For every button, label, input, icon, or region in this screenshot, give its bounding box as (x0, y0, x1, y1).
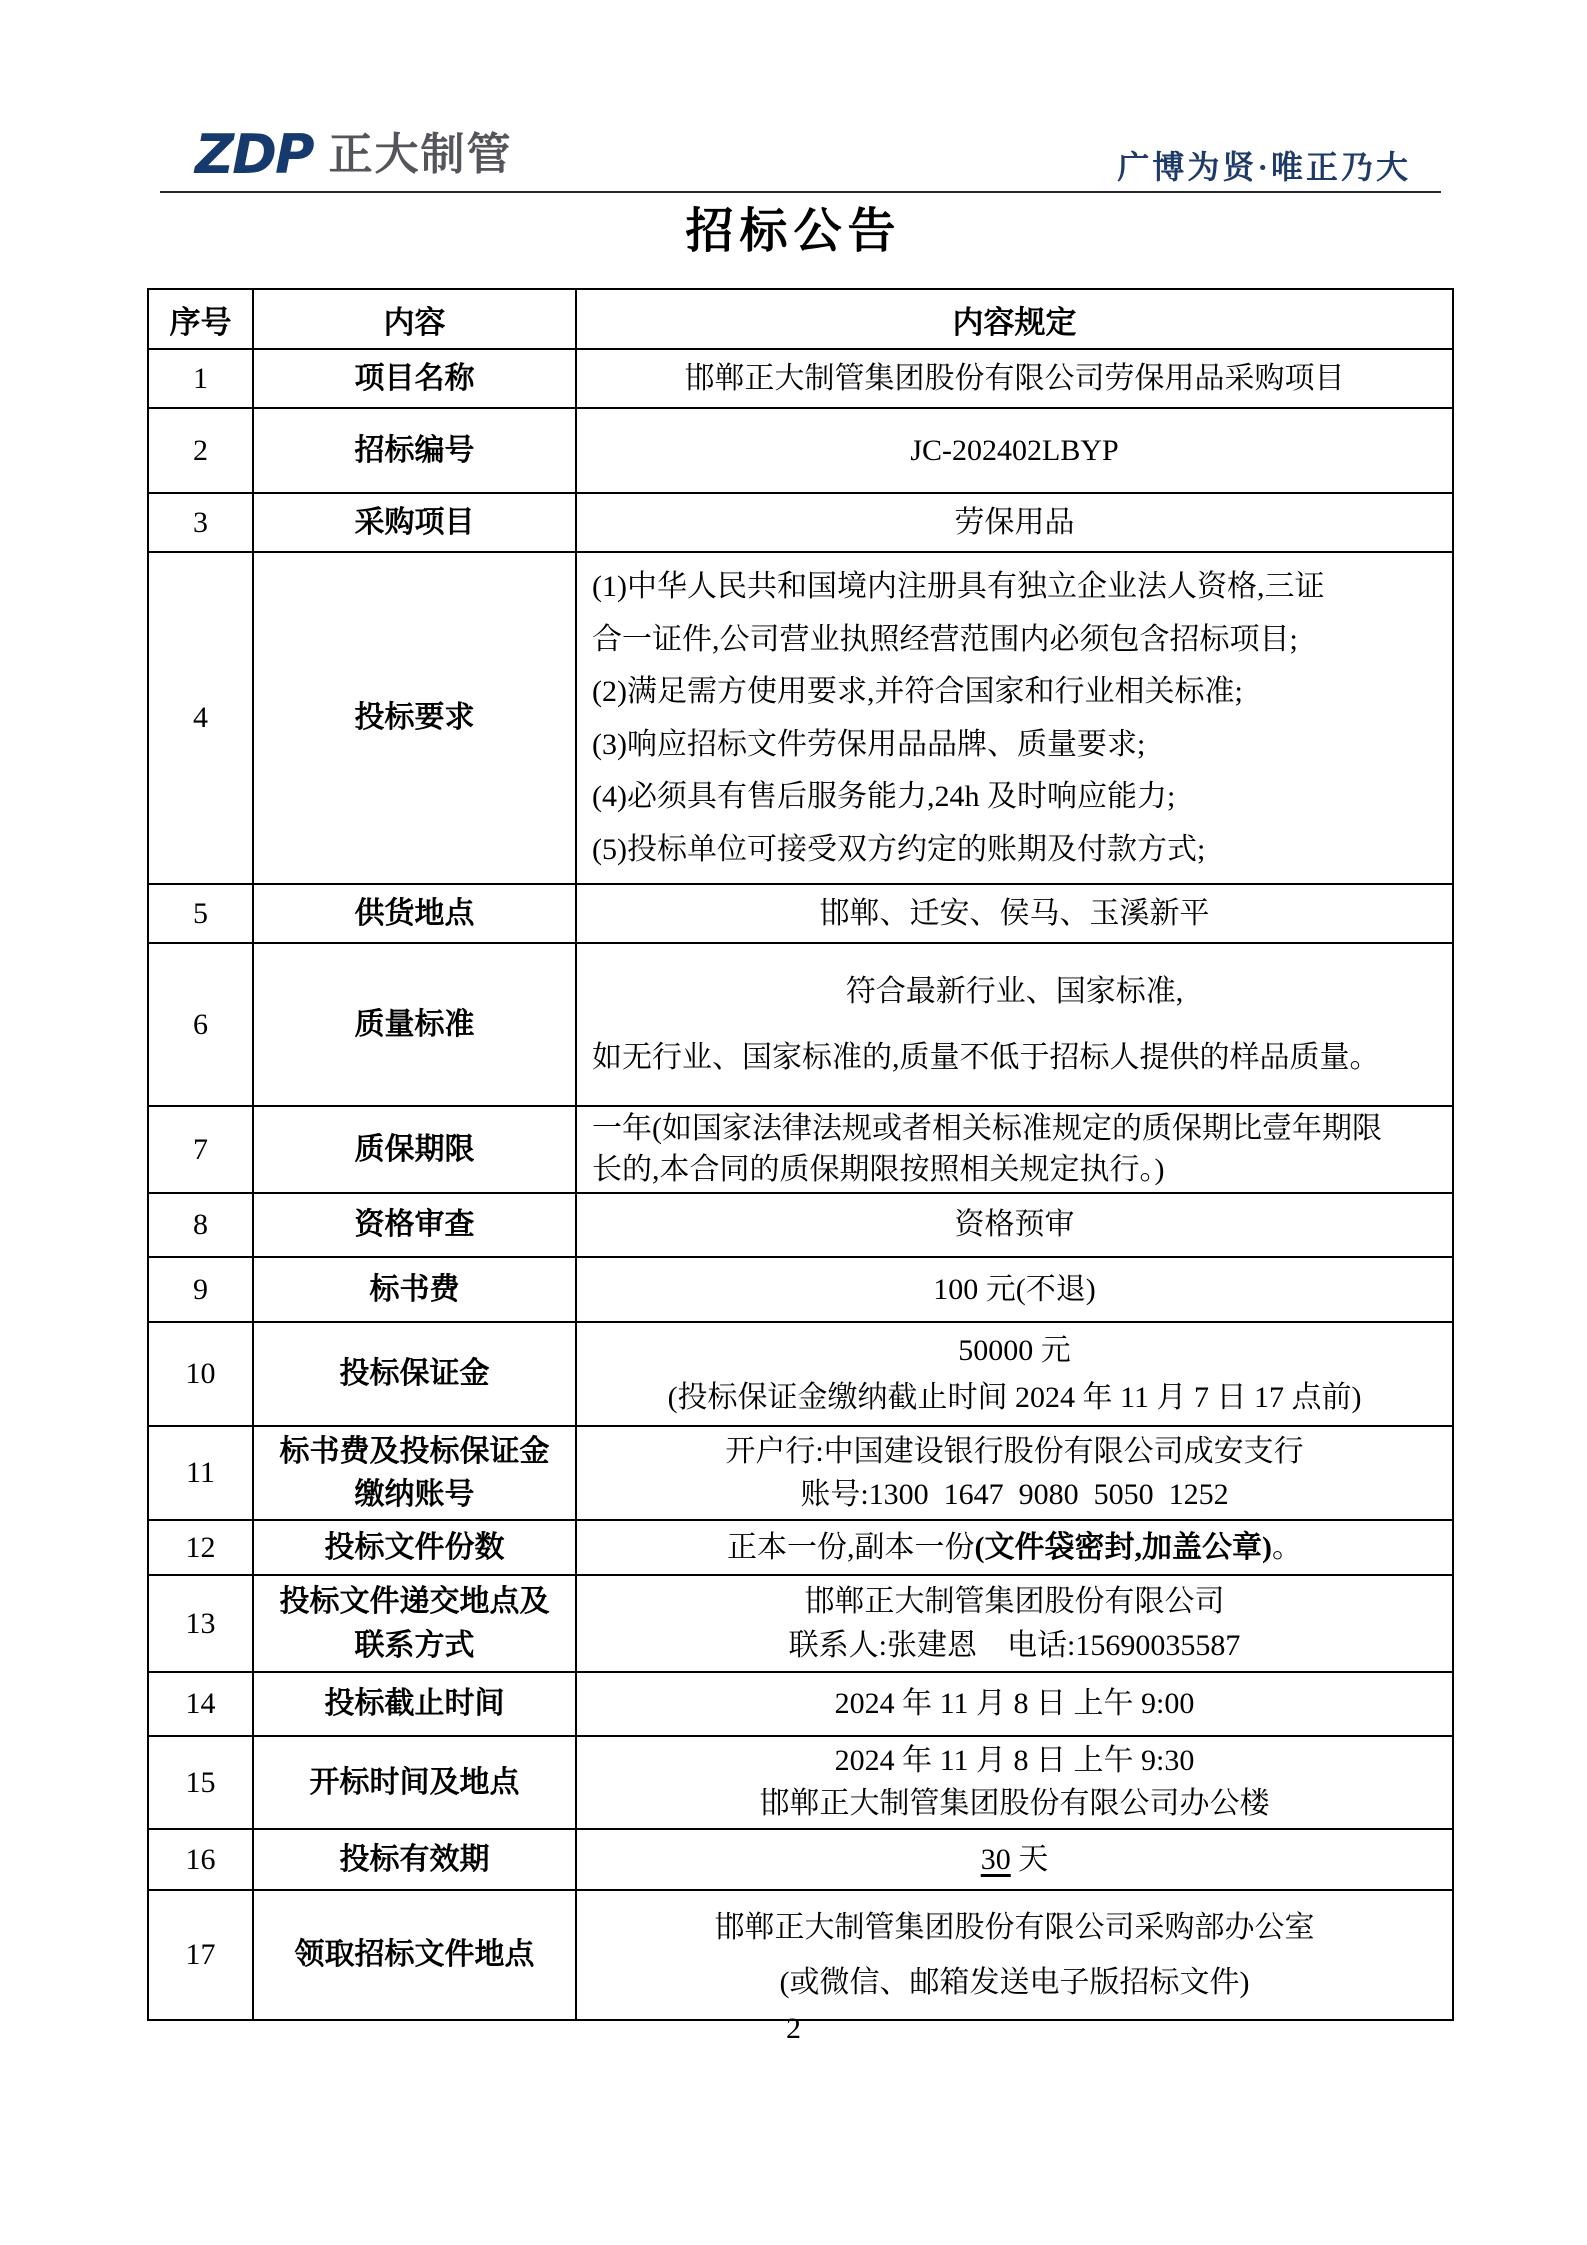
row-label-line: 质保期限 (354, 1132, 475, 1166)
content-segment: 邯郸正大制管集团股份有限公司办公楼 (759, 1787, 1270, 1821)
row-content-lines (577, 1194, 1452, 1256)
row-label-cell (253, 1106, 576, 1193)
row-number-cell: 1 (148, 349, 253, 408)
content-segment: 50000 元 (958, 1334, 1071, 1367)
table-row (148, 1322, 1453, 1426)
row-number-cell: 16 (148, 1829, 253, 1890)
row-content-lines (577, 1891, 1452, 2019)
content-segment: 资格预审 (954, 1208, 1075, 1242)
row-label-lines (254, 1891, 575, 2019)
row-label-line: 投标文件递交地点及 (279, 1584, 550, 1618)
content-segment: 2024 年 11 月 8 日 上午 9:00 (834, 1687, 1195, 1721)
table-row (148, 1520, 1453, 1575)
content-segment: 2024 年 11 月 8 日 上午 9:30 (834, 1744, 1195, 1778)
content-line (577, 831, 1452, 869)
row-number-cell: 12 (148, 1520, 253, 1575)
content-line (577, 568, 1452, 606)
content-line (577, 726, 1452, 764)
row-content-cell (576, 943, 1453, 1106)
content-segment: 正本一份,副本一份 (727, 1530, 975, 1564)
row-label-lines (254, 944, 575, 1105)
table-row (148, 1672, 1453, 1736)
row-content-cell (576, 1426, 1453, 1520)
content-line (577, 895, 1452, 933)
table-row (148, 1426, 1453, 1520)
row-label-lines (254, 494, 575, 551)
content-line (577, 1039, 1452, 1077)
row-content-lines (577, 1427, 1452, 1519)
content-segment: (4)必须具有售后服务能力,24h 及时响应能力; (592, 780, 1176, 813)
table-row (148, 1575, 1453, 1672)
content-segment: (1)中华人民共和国境内注册具有独立企业法人资格,三证 (592, 570, 1325, 603)
row-label-lines (254, 1737, 575, 1828)
row-label-line: 投标截止时间 (324, 1687, 505, 1721)
content-segment: 30 (980, 1842, 1011, 1876)
table-row (148, 493, 1453, 552)
row-label-line: 标书费及投标保证金 (279, 1434, 550, 1468)
content-segment: 邯郸、迁安、侯马、玉溪新平 (819, 896, 1210, 930)
content-line (577, 1151, 1452, 1189)
content-line (577, 1583, 1452, 1621)
table-row (148, 552, 1453, 884)
row-content-lines (577, 1737, 1452, 1828)
table-row (148, 1829, 1453, 1890)
row-number-cell: 6 (148, 943, 253, 1106)
row-label-cell (253, 1829, 576, 1890)
row-label-cell (253, 408, 576, 493)
content-line (577, 1379, 1452, 1417)
row-label-cell (253, 1736, 576, 1829)
row-label-cell (253, 349, 576, 408)
row-content-cell (576, 1829, 1453, 1890)
row-label-line: 采购项目 (354, 505, 475, 539)
row-label-cell (253, 884, 576, 943)
row-content-lines (577, 944, 1452, 1105)
row-label-cell (253, 493, 576, 552)
content-segment: 长的,本合同的质保期限按照相关规定执行。) (592, 1153, 1165, 1187)
row-label-lines (254, 1323, 575, 1425)
row-number-cell: 15 (148, 1736, 253, 1829)
row-label-lines (254, 1258, 575, 1321)
row-label-lines (254, 1194, 575, 1256)
row-label-cell (253, 1890, 576, 2020)
row-label-cell (253, 552, 576, 884)
row-label-line: 标书费 (369, 1272, 460, 1306)
row-content-cell (576, 1672, 1453, 1736)
row-label-line: 资格审查 (354, 1208, 475, 1242)
row-content-lines (577, 1107, 1452, 1192)
company-slogan: 广博为贤·唯正乃大 (1117, 149, 1411, 185)
row-content-lines (577, 1673, 1452, 1735)
content-segment: JC-202402LBYP (910, 433, 1119, 467)
table-body (148, 349, 1453, 2020)
content-segment: 符合最新行业、国家标准, (845, 974, 1184, 1008)
row-label-line: 投标有效期 (339, 1842, 490, 1876)
row-content-lines (577, 1323, 1452, 1425)
content-line (577, 1909, 1452, 1947)
row-content-cell (576, 1193, 1453, 1257)
row-content-cell (576, 1520, 1453, 1575)
content-segment: 联系人:张建恩 电话:15690035587 (788, 1628, 1241, 1662)
row-number-cell: 4 (148, 552, 253, 884)
table-row (148, 349, 1453, 408)
row-content-lines (577, 1830, 1452, 1889)
table-row (148, 943, 1453, 1106)
row-label-cell (253, 1257, 576, 1322)
content-segment: (5)投标单位可接受双方约定的账期及付款方式; (592, 832, 1206, 866)
row-number-cell: 8 (148, 1193, 253, 1257)
row-label-cell (253, 943, 576, 1106)
content-segment: 邯郸正大制管集团股份有限公司劳保用品采购项目 (684, 361, 1345, 395)
row-content-lines (577, 885, 1452, 942)
row-label-cell (253, 1322, 576, 1426)
zdp-logo-icon: ZDP (195, 123, 313, 186)
row-label-lines (254, 1576, 575, 1671)
content-line (577, 1529, 1452, 1567)
row-label-lines (254, 1673, 575, 1735)
row-content-cell (576, 1257, 1453, 1322)
content-segment: 如无行业、国家标准的,质量不低于招标人提供的样品质量。 (592, 1040, 1380, 1074)
row-content-cell (576, 1736, 1453, 1829)
row-label-lines (254, 409, 575, 492)
row-content-cell (576, 1106, 1453, 1193)
content-segment: 账号:1300 1647 9080 5050 1252 (800, 1477, 1229, 1511)
row-label-lines (254, 553, 575, 883)
row-number-cell: 14 (148, 1672, 253, 1736)
row-label-line: 投标保证金 (339, 1357, 490, 1391)
row-content-cell (576, 349, 1453, 408)
content-segment: 天 (1010, 1842, 1049, 1876)
table-row (148, 1106, 1453, 1193)
content-line (577, 1433, 1452, 1471)
content-segment: (3)响应招标文件劳保用品品牌、质量要求; (592, 727, 1146, 761)
row-label-line: 供货地点 (354, 896, 475, 930)
row-number-cell: 7 (148, 1106, 253, 1193)
row-label-lines (254, 1830, 575, 1889)
table-row (148, 1890, 1453, 2020)
table-row (148, 1736, 1453, 1829)
header-divider (160, 191, 1441, 193)
row-content-cell (576, 493, 1453, 552)
content-line (577, 621, 1452, 659)
content-line (577, 1742, 1452, 1780)
row-label-line: 质量标准 (354, 1007, 475, 1041)
row-number-cell: 9 (148, 1257, 253, 1322)
row-content-lines (577, 350, 1452, 407)
row-label-cell (253, 1672, 576, 1736)
row-content-lines (577, 494, 1452, 551)
row-number-cell: 10 (148, 1322, 253, 1426)
row-label-line: 投标要求 (354, 701, 475, 735)
row-label-line: 项目名称 (354, 361, 475, 395)
content-line (577, 1271, 1452, 1309)
table-row (148, 408, 1453, 493)
content-line (577, 360, 1452, 398)
content-segment: 邯郸正大制管集团股份有限公司采购部办公室 (714, 1910, 1315, 1944)
content-line (577, 1627, 1452, 1665)
row-label-lines (254, 1427, 575, 1519)
row-label-line: 缴纳账号 (354, 1477, 475, 1511)
row-label-line: 开标时间及地点 (309, 1765, 520, 1799)
row-content-lines (577, 409, 1452, 492)
page-title: 招标公告 (685, 205, 902, 258)
content-line (577, 1685, 1452, 1723)
row-content-cell (576, 408, 1453, 493)
tender-table-wrapper (147, 288, 1454, 2021)
content-line (577, 1110, 1452, 1148)
row-label-lines (254, 1107, 575, 1192)
content-line (577, 1785, 1452, 1823)
content-line (577, 1841, 1452, 1879)
content-line (577, 1476, 1452, 1514)
row-label-cell (253, 1575, 576, 1672)
row-number-cell: 11 (148, 1426, 253, 1520)
row-number-cell: 2 (148, 408, 253, 493)
content-segment: 开户行:中国建设银行股份有限公司成安支行 (725, 1434, 1304, 1468)
row-content-lines (577, 1258, 1452, 1321)
content-line (577, 432, 1452, 470)
row-number-cell: 17 (148, 1890, 253, 2020)
page-number: 2 (786, 2012, 801, 2045)
content-line (577, 1206, 1452, 1244)
content-segment: 邯郸正大制管集团股份有限公司 (804, 1584, 1225, 1618)
content-line (577, 504, 1452, 542)
content-segment: 。 (1271, 1530, 1302, 1564)
content-line (577, 778, 1452, 816)
row-label-lines (254, 885, 575, 942)
column-header-number: 序号 (148, 289, 253, 349)
row-content-cell (576, 884, 1453, 943)
company-logo (195, 123, 513, 186)
row-label-cell (253, 1520, 576, 1575)
tender-table (147, 288, 1454, 2021)
content-line (577, 673, 1452, 711)
row-number-cell: 13 (148, 1575, 253, 1672)
row-content-lines (577, 1576, 1452, 1671)
table-row (148, 1193, 1453, 1257)
content-segment: (2)满足需方使用要求,并符合国家和行业相关标准; (592, 675, 1243, 708)
content-line (577, 973, 1452, 1011)
company-name: 正大制管 (328, 129, 513, 180)
table-header-row (148, 289, 1453, 349)
column-header-content: 内容 (253, 289, 576, 349)
content-segment: 一年(如国家法律法规或者相关标准规定的质保期比壹年期限 (592, 1112, 1382, 1146)
content-segment: 100 元(不退) (933, 1272, 1096, 1306)
row-label-cell (253, 1193, 576, 1257)
content-line (577, 1964, 1452, 2002)
content-segment: (或微信、邮箱发送电子版招标文件) (779, 1965, 1250, 1999)
row-content-lines (577, 553, 1452, 883)
row-number-cell: 5 (148, 884, 253, 943)
row-label-line: 领取招标文件地点 (294, 1938, 535, 1972)
row-content-cell (576, 1322, 1453, 1426)
column-header-specification: 内容规定 (576, 289, 1453, 349)
content-segment: (投标保证金缴纳截止时间 2024 年 11 月 7 日 17 点前) (667, 1380, 1362, 1414)
content-segment: 合一证件,公司营业执照经营范围内必须包含招标项目; (592, 622, 1298, 656)
row-label-cell (253, 1426, 576, 1520)
row-content-cell (576, 552, 1453, 884)
row-label-lines (254, 1521, 575, 1574)
row-content-cell (576, 1575, 1453, 1672)
table-row (148, 884, 1453, 943)
content-segment: (文件袋密封,加盖公章) (974, 1530, 1272, 1564)
table-row (148, 1257, 1453, 1322)
row-content-lines (577, 1521, 1452, 1574)
row-label-line: 联系方式 (354, 1628, 475, 1662)
content-line (577, 1332, 1452, 1370)
row-content-cell (576, 1890, 1453, 2020)
row-number-cell: 3 (148, 493, 253, 552)
row-label-line: 投标文件份数 (324, 1530, 505, 1564)
row-label-lines (254, 350, 575, 407)
content-segment: 劳保用品 (954, 505, 1075, 539)
row-label-line: 招标编号 (354, 433, 475, 467)
